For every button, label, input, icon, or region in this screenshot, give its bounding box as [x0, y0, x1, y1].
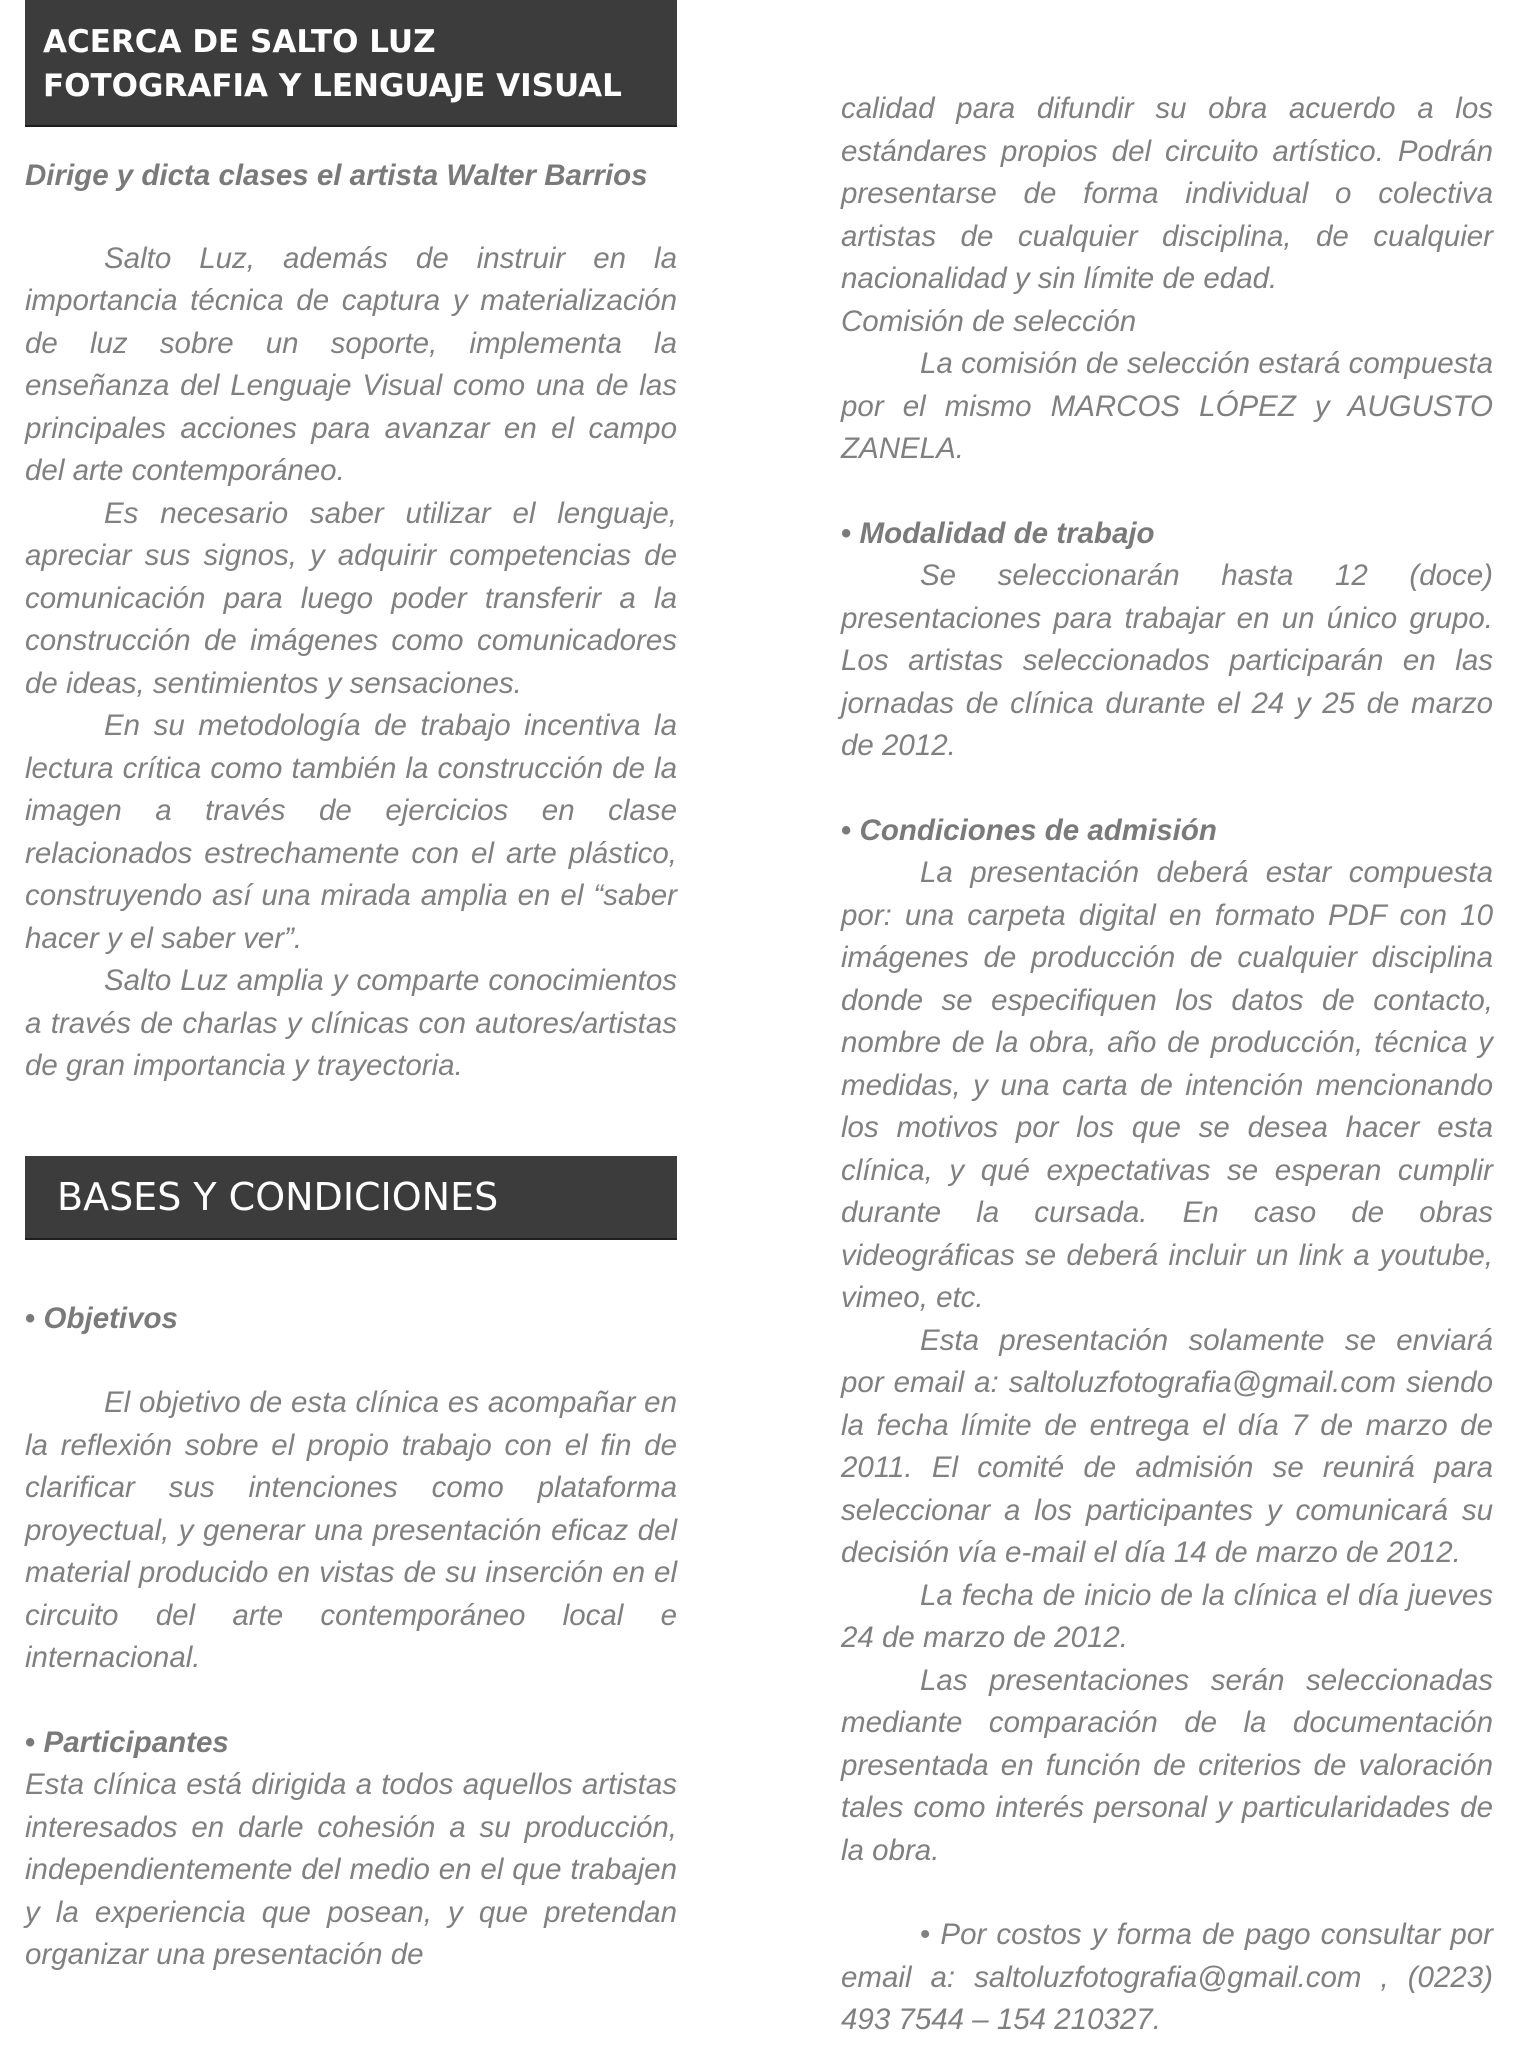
right-column	[841, 88, 1493, 2042]
admision-paragraph-4: Las presentaciones serán seleccionadas mediante comparación de la documentación presentada en función de criterios de valoración tales como interés personal y particularidades de la obra.	[841, 1663, 1493, 1867]
comision-title: Comisión de selección	[841, 304, 1137, 338]
objetivos-title	[25, 1298, 677, 1341]
modalidad-title	[841, 513, 1493, 556]
subtitle-director: Dirige y dicta clases el artista Walter Barrios	[25, 159, 648, 192]
admision-paragraph-3: La fecha de inicio de la clínica el día jueves 24 de marzo de 2012.	[841, 1578, 1493, 1654]
bullet-icon: •	[841, 813, 852, 847]
bullet-icon: •	[920, 1918, 931, 1951]
bullet-icon: •	[25, 1301, 36, 1335]
participantes-continued: calidad para difundir su obra acuerdo a los estándares propios del circuito artístico. Podrán presentarse de forma individual o colectiva artistas de cualquier disciplina, de cualquier nacionalidad y sin límite de edad.	[841, 92, 1493, 295]
about-paragraph-1: Salto Luz, además de instruir en la importancia técnica de captura y materialización de luz sobre un soporte, implementa la enseñanza del Lenguaje Visual como una de las principales acciones para avanzar en el campo del arte contemporáneo.	[25, 241, 677, 487]
participantes-text: Esta clínica está dirigida a todos aquellos artistas interesados en darle cohesión a su producción, independientemente del medio en el que trabajen y la experiencia que posean, y que pretendan organizar una presentación de	[25, 1768, 677, 1971]
admision-title	[841, 810, 1493, 853]
about-header	[25, 0, 677, 127]
about-paragraph-2: Es necesario saber utilizar el lenguaje, apreciar sus signos, y adquirir competencias de comunicación para luego poder transferir a la construcción de imágenes como comunicadores de ideas, sentimientos y sensaciones.	[25, 496, 677, 700]
admision-paragraph-2: Esta presentación solamente se enviará por email a: saltoluzfotografia@gmail.com siendo la fecha límite de entrega el día 7 de marzo de 2011. El comité de admisión se reunirá para seleccionar a los participantes y comunicará su decisión vía e-mail el día 14 de marzo de 2012.	[841, 1323, 1493, 1569]
bullet-icon: •	[841, 516, 852, 550]
comision-text: La comisión de selección estará compuesta por el mismo MARCOS LÓPEZ y AUGUSTO ZANELA.	[841, 347, 1493, 465]
participantes-title	[25, 1722, 677, 1765]
costos-text-content: Por costos y forma de pago consultar por email a: saltoluzfotografia@gmail.com , (0223) 493 7544 – 154 210327.	[841, 1918, 1493, 2036]
about-header-text: ACERCA DE SALTO LUZ FOTOGRAFIA Y LENGUAJE VISUAL	[43, 24, 622, 104]
about-paragraph-4: Salto Luz amplia y comparte conocimientos a través de charlas y clínicas con autores/artistas de gran importancia y trayectoria.	[25, 964, 677, 1082]
bases-header-text: BASES Y CONDICIONES	[57, 1174, 499, 1219]
modalidad-text: Se seleccionarán hasta 12 (doce) presentaciones para trabajar en un único grupo. Los artistas seleccionados participarán en las jornadas de clínica durante el 24 y 25 de marzo de 2012.	[841, 559, 1493, 762]
about-paragraph-3: En su metodología de trabajo incentiva la lectura crítica como también la construcción de la imagen a través de ejercicios en clase relacionados estrechamente con el arte plástico, construyendo así una mirada amplia en el “saber hacer y el saber ver”.	[25, 709, 677, 955]
modalidad-title-text: Modalidad de trabajo	[859, 516, 1155, 550]
objetivos-text: El objetivo de esta clínica es acompañar en la reflexión sobre el propio trabajo con el fin de clarificar sus intenciones como plataforma proyectual, y generar una presentación eficaz del material producido en vistas de su inserción en el circuito del arte contemporáneo local e internacional.	[25, 1386, 677, 1674]
admision-title-text: Condiciones de admisión	[859, 813, 1217, 847]
bases-header	[25, 1156, 677, 1240]
bullet-icon: •	[25, 1725, 36, 1759]
left-column	[25, 0, 677, 1977]
admision-paragraph-1: La presentación deberá estar compuesta por: una carpeta digital en formato PDF con 10 imágenes de producción de cualquier disciplina donde se especifiquen los datos de contacto, nombre de la obra, año de producción, técnica y medidas, y una carta de intención mencionando los motivos por los que se desea hacer esta clínica, y qué expectativas se esperan cumplir durante la cursada. En caso de obras videográficas se deberá incluir un link a youtube, vimeo, etc.	[841, 856, 1493, 1314]
participantes-title-text: Participantes	[43, 1725, 229, 1759]
objetivos-title-text: Objetivos	[43, 1301, 178, 1335]
costos-text	[841, 1914, 1493, 2042]
